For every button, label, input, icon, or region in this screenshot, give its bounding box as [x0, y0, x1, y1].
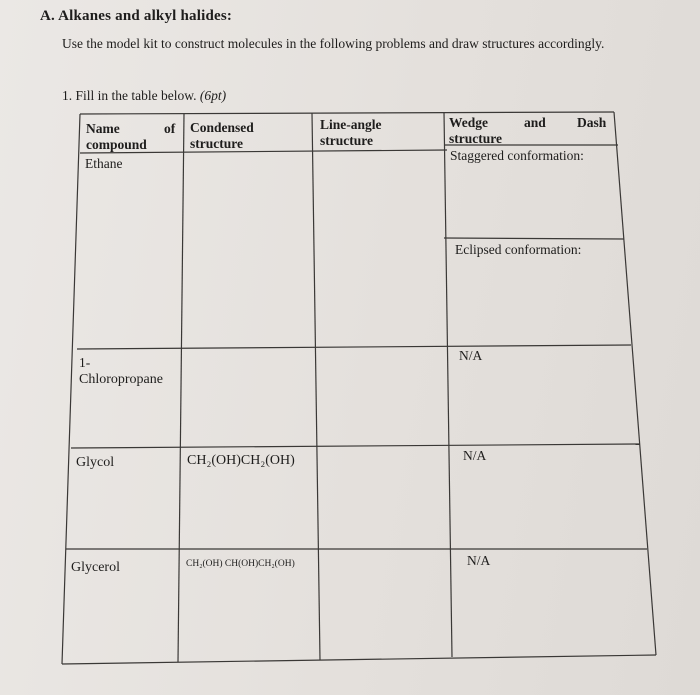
- header-of-word: of: [164, 121, 176, 136]
- header-condensed: [190, 120, 254, 152]
- col3-divider: [444, 112, 452, 657]
- instructions-text: Use the model kit to construct molecules in the following problems and draw structures accordingly.: [62, 36, 605, 51]
- header-line-angle: [320, 117, 382, 149]
- col1-divider: [178, 114, 184, 662]
- row-chloropropane-name-l2: Chloropropane: [79, 372, 163, 387]
- section-title: A. Alkanes and alkyl halides:: [40, 8, 233, 24]
- row-glycerol-name: Glycerol: [71, 560, 120, 575]
- row-ethane-staggered-label: Staggered conformation:: [450, 148, 584, 163]
- question-1-points: (6pt): [199, 88, 227, 103]
- row-glycerol-condensed: CH₂(OH) CH(OH)CH₂(OH): [186, 559, 295, 569]
- table-bottom-border: [62, 655, 656, 664]
- header-dash-word: Dash: [577, 115, 607, 130]
- col2-divider: [312, 113, 320, 660]
- header-condensed-l1: Condensed: [190, 120, 254, 135]
- row-glycol-wedge: N/A: [463, 448, 487, 463]
- header-name: [86, 121, 176, 153]
- row-ethane-eclipsed-label: Eclipsed conformation:: [455, 242, 582, 257]
- row1-bottom-line: [77, 345, 631, 349]
- ethane-wedge-divider: [444, 238, 624, 239]
- header-wedge-l2: structure: [449, 131, 502, 146]
- row2-bottom-line: [71, 444, 640, 448]
- row-glycerol-wedge: N/A: [467, 553, 491, 568]
- table-left-border: [62, 114, 80, 664]
- row-chloropropane-name-l1: 1-: [79, 355, 91, 370]
- header-line-angle-l1: Line-angle: [320, 117, 382, 132]
- row-glycol-condensed: CH₂(OH)CH₂(OH): [187, 453, 295, 468]
- header-and-word: and: [524, 115, 546, 130]
- table-right-border: [614, 112, 656, 655]
- header-name-word: Name: [86, 121, 120, 136]
- row-ethane-name: Ethane: [85, 156, 123, 171]
- row-glycol-name: Glycol: [76, 455, 115, 470]
- row-chloropropane-name: [79, 355, 163, 388]
- table-top-border: [80, 112, 614, 114]
- row-chloropropane-wedge: N/A: [459, 348, 483, 363]
- header-wedge-word: Wedge: [449, 115, 488, 130]
- header-compound-word: compound: [86, 137, 147, 152]
- question-1-text: 1. Fill in the table below.: [62, 88, 197, 103]
- header-condensed-l2: structure: [190, 136, 243, 151]
- header-wedge-dash: [449, 115, 611, 147]
- header-line-angle-l2: structure: [320, 133, 373, 148]
